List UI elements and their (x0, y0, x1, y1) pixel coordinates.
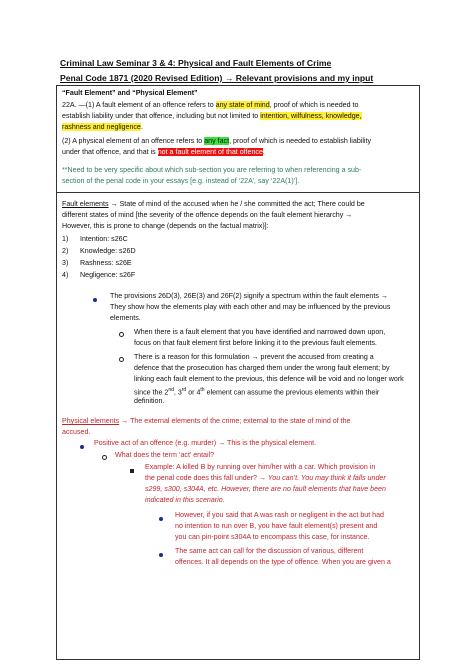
however-line1: However, if you said that A was rash or negligent in the act but had (175, 511, 384, 519)
note-line1: **Need to be very specific about which sub-section you are referring to when referencing a sub- (62, 166, 362, 174)
provisions-line1: The provisions 26D(3), 26E(3) and 26F(2) signify a spectrum within the fault elements → (110, 292, 388, 300)
bullet-icon (93, 295, 97, 306)
same-act-line2: offences. It all depends on the type of offence. When you are given a (175, 558, 391, 566)
example-line4: indicated in this scenario. (145, 496, 225, 504)
fault-elements-line2: different states of mind [the severity of the offence depends on the fault element hierarchy → (62, 211, 353, 219)
section-divider (57, 192, 419, 193)
provision-22a1-line3: rashness and negligence. (62, 123, 143, 131)
list-item: 1) Intention: s26C (62, 235, 128, 243)
example-line2: the penal code does this fall under? → You can’t. You may think it falls under (145, 474, 386, 482)
square-bullet-icon (130, 466, 134, 477)
sub-point-2-line1: There is a reason for this formulation → prevent the accused from creating a (134, 353, 374, 361)
sub-point-2-line5: definition. (134, 397, 165, 405)
provision-22a2-line1: (2) A physical element of an offence refers to any fact, proof of which is needed to establish liability (62, 137, 372, 145)
provision-22a2-line2: under that offence, and that is not a fault element of that offence. (62, 148, 265, 156)
same-act-line1: The same act can call for the discussion of various, different (175, 547, 364, 555)
bullet-icon (159, 514, 163, 525)
list-item: 3) Rashness: s26E (62, 259, 132, 267)
bullet-icon (80, 442, 84, 453)
provision-22a1-line1: 22A. —(1) A fault element of an offence refers to any state of mind, proof of which is needed to (62, 101, 359, 109)
bullet-icon (159, 550, 163, 561)
provisions-line2: They show how the elements play with each other and may be influenced by the previous (110, 303, 391, 311)
sub-point-2-line2: defence that the prosecution has charged them under the wrong fault element; by (134, 364, 390, 372)
list-item: 2) Knowledge: s26D (62, 247, 136, 255)
however-line3: you can pin-point s304A to encompass this case, for instance. (175, 533, 370, 541)
example-line1: Example: A killed B by running over him/her with a car. Which provision in (145, 463, 376, 471)
sub-point-2-line3: linking each fault element to the previous, this defence will be void and no longer work (134, 375, 404, 383)
sub-bullet-icon (119, 330, 124, 341)
sub-point-1-line2: focus on that fault element first before linking it to the previous fault elements. (134, 339, 377, 347)
sub-point-2-line4: since the 2nd, 3rd or 4th element can assume the previous elements within their (134, 387, 380, 397)
section-heading: “Fault Element” and “Physical Element” (62, 89, 198, 97)
sub-point-1-line1: When there is a fault element that you have identified and narrowed down upon, (134, 328, 386, 336)
document-subtitle: Penal Code 1871 (2020 Revised Edition) → Relevant provisions and my input (60, 73, 374, 83)
physical-elements-line2: accused. (62, 428, 91, 436)
note-line2: section of the penal code in your essays [e.g. instead of ‘22A’, say ‘22A(1)’]. (62, 177, 300, 185)
positive-act-line: Positive act of an offence (e.g. murder) → This is the physical element. (94, 439, 317, 447)
fault-elements-line1: Fault elements → State of mind of the accused when he / she committed the act; There could be (62, 200, 365, 208)
however-line2: no intention to run over B, you have fault element(s) present and (175, 522, 378, 530)
fault-elements-line3: However, this is prone to change (depends on the factual matrix)]: (62, 222, 269, 230)
provision-22a1-line2: establish liability under that offence, including but not limited to intention, wilfulness, knowledge, (62, 112, 362, 120)
question-line: What does the term ‘act’ entail? (115, 451, 215, 459)
content-table (56, 85, 420, 660)
physical-elements-line1: Physical elements → The external elements of the crime; external to the state of mind of the (62, 417, 351, 425)
list-item: 4) Negligence: s26F (62, 271, 136, 279)
sub-bullet-icon (119, 355, 124, 366)
provisions-line3: elements. (110, 314, 141, 322)
sub-bullet-icon (102, 453, 107, 464)
example-line3: s299, s300, s304A, etc. However, there are no fault elements that have been (145, 485, 386, 493)
document-title: Criminal Law Seminar 3 & 4: Physical and Fault Elements of Crime (60, 58, 332, 68)
